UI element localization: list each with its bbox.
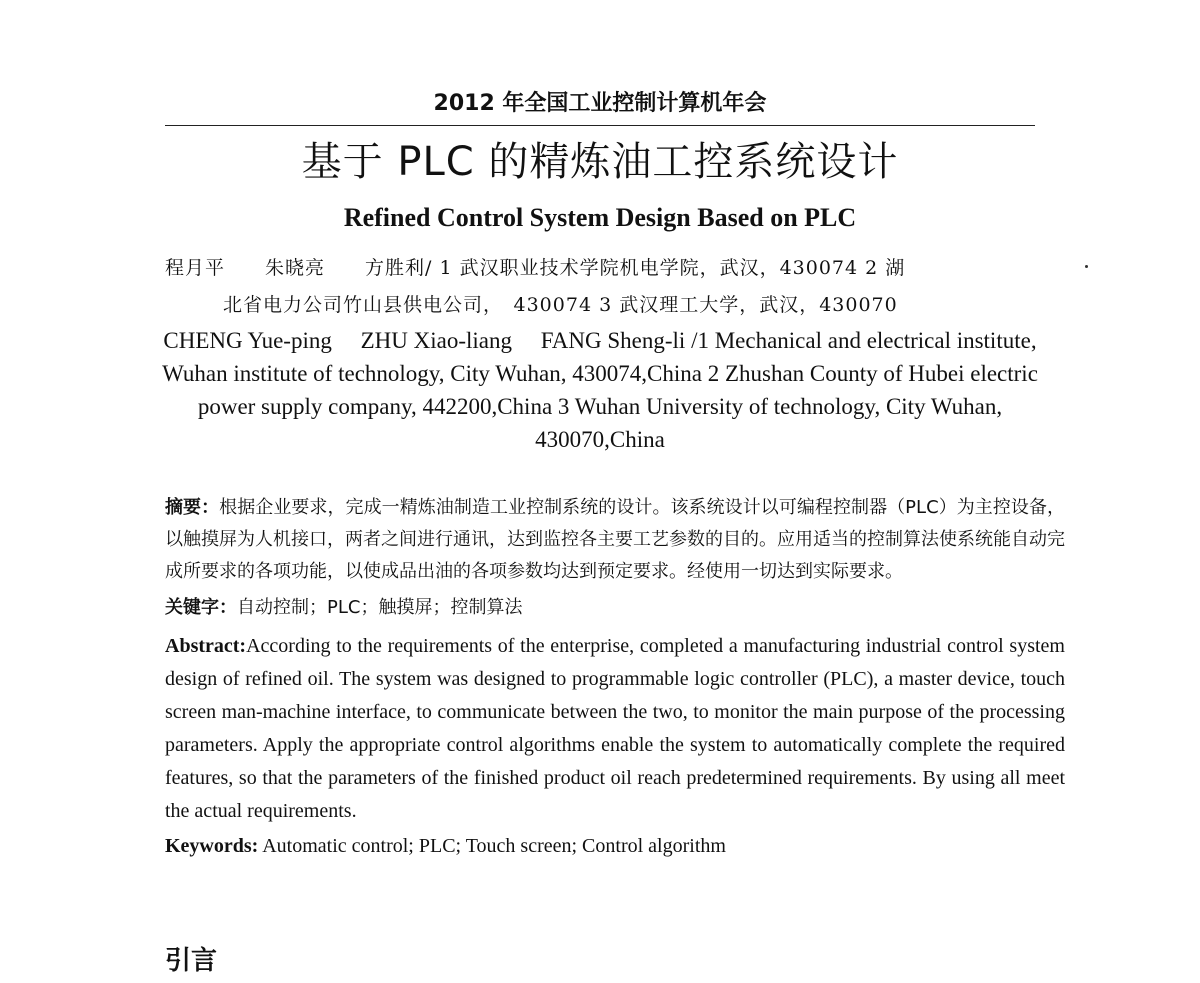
keywords-chinese-label: 关键字： (165, 597, 237, 618)
authors-chinese-line1: 程月平 朱晓亮 方胜利/ 1 武汉职业技术学院机电学院，武汉，430074 2 湖 (165, 257, 906, 279)
authors-english: CHENG Yue-ping ZHU Xiao-liang FANG Sheng-li /1 Mechanical and electrical institute, Wuhan institute of technology, City Wuhan, 430074,China 2 Zhushan County of Hubei electric power supply company, 442200,China 3 Wuhan University of technology, City Wuhan, 430070,China (162, 328, 1038, 452)
authors-chinese (165, 250, 1065, 324)
abstract-section (165, 492, 1065, 863)
stray-mark (1085, 265, 1088, 268)
abstract-english (165, 630, 1065, 828)
authors-chinese-line2: 北省电力公司竹山县供电公司， 430074 3 武汉理工大学，武汉，430070 (223, 294, 898, 316)
header-rule (165, 125, 1035, 126)
keywords-chinese-text: 自动控制；PLC；触摸屏；控制算法 (237, 597, 523, 618)
title-english: Refined Control System Design Based on PLC (343, 203, 857, 232)
section-heading-introduction: 引言 (165, 946, 218, 976)
abstract-chinese-text: 根据企业要求，完成一精炼油制造工业控制系统的设计。该系统设计以可编程控制器（PLC）为主控设备，以触摸屏为人机接口，两者之间进行通讯，达到监控各主要工艺参数的目的。应用适当的控制算法使系统能自动完成所要求的各项功能，以使成品出油的各项参数均达到预定要求。经使用一切达到实际要求。 (165, 497, 1066, 582)
abstract-english-label: Abstract: (165, 635, 247, 657)
title-chinese: 基于 PLC 的精炼油工控系统设计 (301, 139, 899, 185)
keywords-chinese (165, 592, 1065, 624)
keywords-english-text: Automatic control; PLC; Touch screen; Control algorithm (258, 835, 726, 857)
conference-header: 2012 年全国工业控制计算机年会 (433, 91, 767, 116)
keywords-english (165, 830, 1065, 863)
keywords-english-label: Keywords: (165, 835, 259, 857)
abstract-chinese (165, 492, 1065, 588)
abstract-chinese-label: 摘要： (165, 497, 220, 518)
abstract-english-text: According to the requirements of the enterprise, completed a manufacturing industrial control system design of refined oil. The system was designed to programmable logic controller (PLC), a master device, touch screen man-machine interface, to communicate between the two, to monitor the main purpose of the processing parameters. Apply the appropriate control algorithms enable the system to automatically complete the required features, so that the parameters of the finished product oil reach predetermined requirements. By using all meet the actual requirements. (165, 635, 1065, 822)
